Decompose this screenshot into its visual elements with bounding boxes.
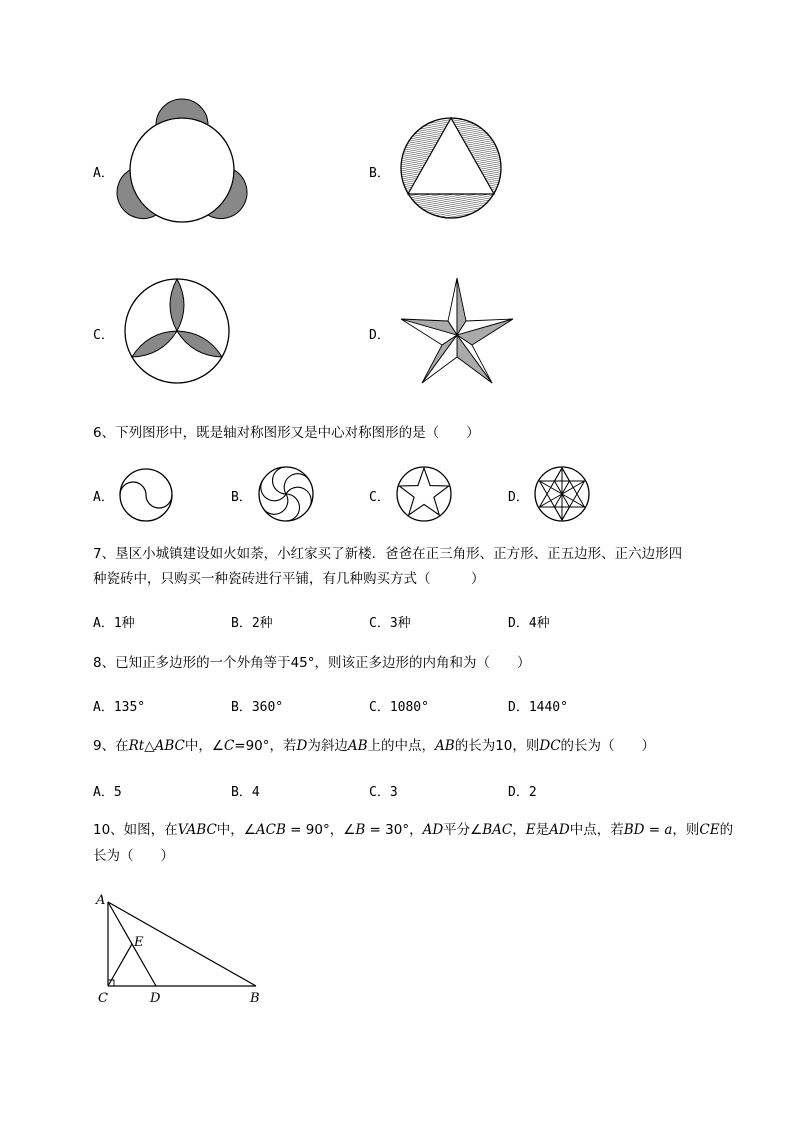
q6-figure-a-yinyang-curve xyxy=(118,467,174,523)
q5-figure-d-3d-star xyxy=(400,277,514,385)
q6-option-c-label: C． xyxy=(369,490,390,505)
q7-text-line1: 7、垦区小城镇建设如火如荼，小红家买了新楼．爸爸在正三角形、正方形、正五边形、正六边形四 xyxy=(93,546,683,562)
q7-option-b: B．2种 xyxy=(231,616,273,631)
q5-option-c-label: C． xyxy=(93,328,114,343)
q8-option-d: D．1440° xyxy=(508,700,568,715)
q9-text: 9、在Rt△ABC中，∠C=90°，若D为斜边AB上的中点，AB的长为10，则DC的长为（ ） xyxy=(93,738,656,754)
q9-option-d: D．2 xyxy=(508,785,537,800)
q5-figure-c-three-petals xyxy=(123,277,231,385)
q6-option-b-label: B． xyxy=(231,490,252,505)
q6-option-a-label: A． xyxy=(93,490,114,505)
q9-option-a: A．5 xyxy=(93,785,122,800)
vertex-c-label: C xyxy=(98,991,108,1006)
q7-option-d: D．4种 xyxy=(508,616,550,631)
q9-option-b: B．4 xyxy=(231,785,260,800)
q5-figure-b-circle-triangle xyxy=(400,116,502,220)
q9-option-c: C．3 xyxy=(369,785,398,800)
vertex-b-label: B xyxy=(250,991,260,1006)
q8-option-c: C．1080° xyxy=(369,700,429,715)
q8-option-b: B．360° xyxy=(231,700,284,715)
point-e-label: E xyxy=(134,935,144,950)
q8-text: 8、已知正多边形的一个外角等于45°，则该正多边形的内角和为（ ） xyxy=(93,655,531,671)
side-ab xyxy=(108,902,256,986)
q6-figure-d-hexagram-rosette xyxy=(533,465,591,523)
q7-text-line2: 种瓷砖中，只购买一种瓷砖进行平铺，有几种购买方式（ ） xyxy=(93,571,485,587)
q7-option-a: A．1种 xyxy=(93,616,135,631)
q10-text-line2: 长为（ ） xyxy=(93,848,174,864)
q5-option-b-label: B． xyxy=(369,166,390,181)
q6-figure-b-pinwheel xyxy=(257,465,315,523)
q6-text: 6、下列图形中，既是轴对称图形又是中心对称图形的是（ ） xyxy=(93,425,480,441)
point-d-label: D xyxy=(150,991,161,1006)
q10-triangle-figure xyxy=(92,890,272,1010)
q5-figure-a-swirl xyxy=(127,116,237,224)
q5-option-a-label: A． xyxy=(93,166,114,181)
q7-option-c: C．3种 xyxy=(369,616,411,631)
q5-option-d-label: D． xyxy=(369,328,390,343)
q6-figure-c-star-in-circle xyxy=(395,465,453,523)
q8-option-a: A．135° xyxy=(93,700,146,715)
q6-option-d-label: D． xyxy=(508,490,529,505)
q10-text-line1: 10、如图，在VABC中，∠ACB = 90°，∠B = 30°，AD平分∠BAC，E是AD中点，若BD = a，则CE的 xyxy=(93,822,734,838)
vertex-a-label: A xyxy=(96,893,106,908)
